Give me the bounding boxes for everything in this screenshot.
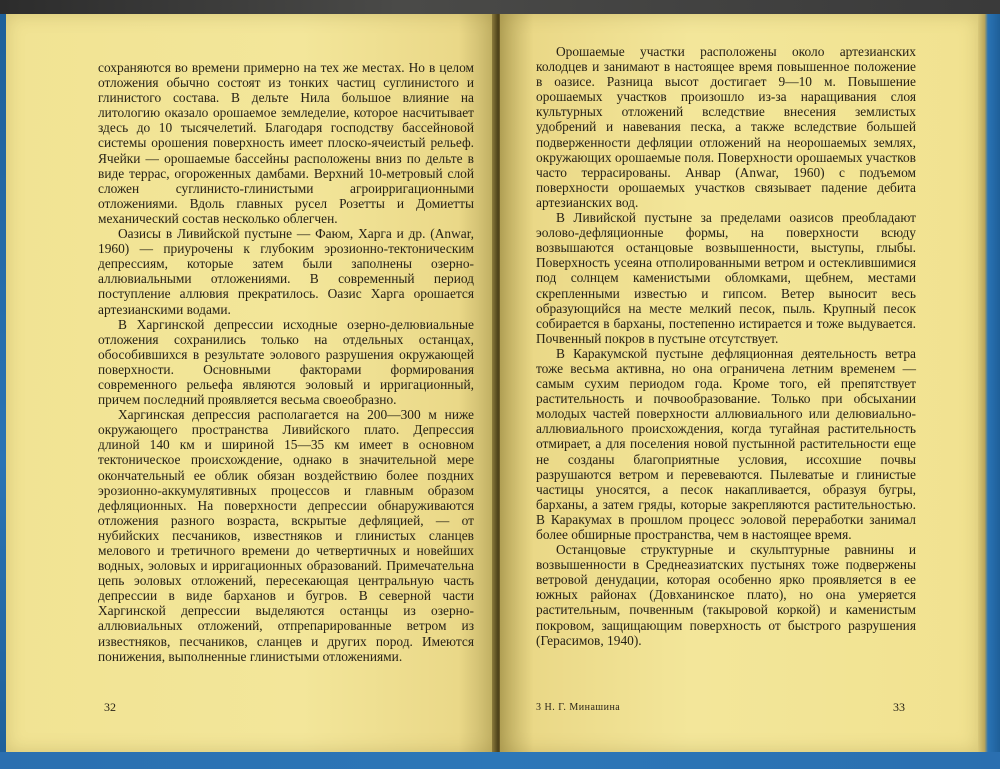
paragraph: Оазисы в Ливийской пустыне — Фаюм, Харга и др. (Anwar, 1960) — приурочены к глубоким эрозионно-тектоническим депрессиям, которые затем были заполнены озерно-аллювиальными отложениями. В современный период поступление аллювия прекратилось. Оазис Харга орошается артезианскими водами.	[98, 226, 474, 317]
scanner-top-edge	[0, 0, 1000, 14]
left-page-body	[98, 60, 474, 664]
paragraph: сохраняются во времени примерно на тех же местах. Но в целом отложения обычно состоят из тонких частиц суглинистого и глинистого состава. В дельте Нила большое влияние на литологию оказало орошаемое земледелие, которое насчитывает здесь до 10 тысячелетий. Благодаря господству бассейновой системы орошения поверхность имеет плоско-ячеистый рельеф. Ячейки — орошаемые бассейны расположены вниз по дельте в виде террас, огороженных дамбами. Верхний 10-метровый слой сложен суглинисто-глинистыми агроирригационными отложениями. Вдоль главных русел Розетты и Домиетты механический состав несколько облегчен.	[98, 60, 474, 226]
paragraph: В Харгинской депрессии исходные озерно-делювиальные отложения сохранились только на отдельных останцах, обособившихся в результате эолового разрушения окружающей поверхности. Основными факторами формирования современного рельефа являются эоловый и ирригационный, причем последний проявляется весьма своеобразно.	[98, 316, 474, 408]
page-number-left: 32	[104, 700, 116, 714]
paragraph: Орошаемые участки расположены около артезианских колодцев и занимают в настоящее время повышенное положение в оазисе. Разница высот достигает 9—10 м. Повышение орошаемых участков произошло из-за наращивания слоя культурных отложений вследствие внесения землистых удобрений и навевания песка, а также вследствие большей подверженности дефляции отложений на неорошаемых землях, окружающих орошаемые поля. Поверхности орошаемых участков часто террасированы. Анвар (Anwar, 1960) с подъемом поверхности орошаемых участков связывает падение дебита артезианских вод.	[536, 44, 916, 210]
paragraph: Останцовые структурные и скульптурные равнины и возвышенности в Среднеазиатских пустынях тоже подвержены ветровой денудации, которая особенно ярко проявляется в ее южных районах (Довханинское плато), но она умеряется растительным, почвенным (такыровой коркой) и каменистым покровом, защищающим поверхность от быстрого разрушения (Герасимов, 1940).	[536, 542, 916, 648]
right-page-body	[536, 44, 916, 648]
paragraph: В Каракумской пустыне дефляционная деятельность ветра тоже весьма активна, но она ограничена летним временем — самым сухим периодом года. Кроме того, ей препятствует растительность и почвообразование. Только при обсыхании молодых частей поверхности аллювиального или делювиально-аллювиального происхождения, когда тугайная растительность отмирает, а для поселения новой пустынной растительности еще не созданы благоприятные условия, иссохшие почвы разрушаются ветром и перевеваются. Пылеватые и глинистые частицы уносятся, а песок накапливается, образуя бугры, барханы, а затем гряды, которые закрепляются растительностью. В Каракумах в прошлом процесс эоловой переработки занимал более обширные пространства, чем в настоящее время.	[536, 345, 916, 542]
left-page	[6, 14, 498, 752]
right-page	[500, 14, 978, 752]
paragraph: Харгинская депрессия располагается на 200—300 м ниже окружающего пространства Ливийского плато. Депрессия длиной 140 км и шириной 15—35 км имеет в основном тектоническое происхождение, однако в значительной мере окончательный ее облик обязан воздействию более поздних эрозионно-аккумулятивных процессов и главным образом дефляционных. На поверхности депрессии обнаруживаются отложения разного возраста, вскрытые дефляцией, — от нубийских песчаников, известняков и глинистых сланцев мелового и третичного времени до четвертичных и новейших водных, эоловых и ирригационных образований. Примечательна цепь эоловых отложений, пересекающая центральную часть депрессии в виде барханов и бугров. В северной части Харгинской депрессии выделяются останцы из озерно-аллювиальных отложений, отпрепарированные ветром из известняков, песчаников, сланцев и других пород. Имеются понижения, выполненные глинистыми отложениями.	[98, 407, 474, 664]
page-edges	[978, 14, 1000, 752]
paragraph: В Ливийской пустыне за пределами оазисов преобладают эолово-дефляционные формы, на поверхности всюду возвышаются останцовые возвышенности, выступы, глыбы. Поверхность усеяна отполированными ветром и остеклившимися под солнцем каменистыми обломками, щебнем, местами скрепленными известью и гипсом. Ветер выносит весь образующийся на месте мелкий песок, пыль. Крупный песок собирается в барханы, постепенно истирается и тоже выдувается. Почвенный покров в пустыне отсутствует.	[536, 210, 916, 346]
printer-signature: 3 Н. Г. Минашина	[536, 702, 621, 713]
page-number-right: 33	[893, 700, 905, 714]
book-cover-bottom	[0, 752, 1000, 769]
